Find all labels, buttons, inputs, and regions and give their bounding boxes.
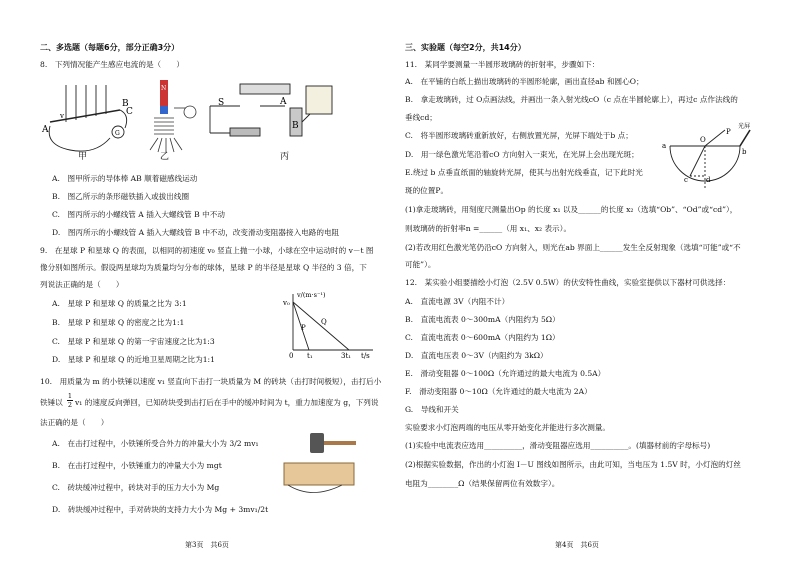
question-8-stem: 8. 下列情况能产生感应电流的是（ ） — [40, 60, 184, 69]
fig-screen-label: 光屏 — [738, 123, 751, 130]
figure-jia-conductor-rod — [40, 80, 140, 160]
q12-line-2: B. 直流电流表 0～300mA（内阻约为 5Ω） — [405, 315, 560, 324]
graph-Q: Q — [321, 318, 327, 326]
q12-line-5: E. 滑动变阻器 0～100Ω（允许通过的最大电流为 0.5A） — [405, 369, 606, 378]
q8-option-c: C. 图丙所示的小螺线管 A 插入大螺线管 B 中不动 — [52, 210, 225, 219]
q9-option-a: A. 星球 P 和星球 Q 的质量之比为 3:1 — [52, 299, 187, 308]
label-B: B — [122, 99, 129, 109]
fig-a: a — [662, 142, 667, 150]
hammer-brick-figure — [282, 425, 362, 505]
figure-yi-magnet-coil — [150, 78, 200, 153]
figure-bing-solenoid-circuit — [200, 78, 340, 153]
fig-d: d — [706, 176, 711, 184]
fig-c: c — [684, 176, 688, 184]
q12-line-0: 12. 某实验小组要描绘小灯泡（2.5V 0.5W）的伏安特性曲线，实验室提供以下器材可供选择： — [405, 278, 731, 287]
graph-P: P — [301, 324, 306, 332]
q11-line-4: C. 将半圆形玻璃砖重新放好，右侧放置光屏，光屏下端处于b 点； — [405, 131, 633, 140]
q11-line-8: (1)拿走玻璃砖，用刻度尺测量出Op 的长度 x₁ 以及______的长度 x₂（选填“Ob”、“Od”或“cd”）， — [405, 205, 738, 214]
q11-line-5: D. 用一绿色激光笔沿着cO 方向射入一束光，在光屏上会出现光斑； — [405, 150, 639, 159]
q9-option-b: B. 星球 P 和星球 Q 的密度之比为1:1 — [52, 318, 185, 327]
label-A: A — [42, 125, 49, 135]
q11-line-9: 则玻璃砖的折射率n =______（用 x₁、x₂ 表示）。 — [405, 224, 572, 233]
q9-option-d: D. 星球 P 和星球 Q 的近地卫星周期之比为1:1 — [52, 355, 215, 364]
q11-line-7: 斑的位置P。 — [405, 186, 449, 195]
q12-line-8: 实验要求小灯泡两端的电压从零开始变化并能进行多次测量。 — [405, 423, 611, 432]
q10-option-a: A. 在击打过程中，小铁锤所受合外力的冲量大小为 3/2 mv₁ — [52, 439, 259, 448]
q8-option-d: D. 图丙所示的小螺线管 A 插入大螺线管 B 中不动，改变滑动变阻器接入电路的电阻 — [52, 228, 340, 237]
q11-line-6: E.绕过 b 点垂直纸面的轴旋转光屏，使其与出射光线垂直，记下此时光 — [405, 168, 643, 177]
semicircle-glass-figure — [660, 123, 770, 200]
graph-t1: t₁ — [307, 352, 313, 360]
fig-O: O — [700, 136, 706, 144]
q12-line-9: (1)实验中电流表应选用__________，滑动变阻器应选用__________。(填器材前的字母标号) — [405, 441, 711, 450]
label-S: S — [218, 98, 225, 108]
q11-line-2: B. 拿走玻璃砖，过 O点画法线，并画出一条入射光线cO（c 点在半圆轮廓上），再过c 点作法线的 — [405, 95, 738, 104]
caption-jia: 甲 — [78, 152, 88, 162]
label-N: N — [161, 85, 167, 92]
q12-line-1: A. 直流电源 3V（内阻不计） — [405, 297, 510, 306]
q12-line-3: C. 直流电流表 0～600mA（内阻约为 1Ω） — [405, 333, 560, 342]
caption-bing: 丙 — [280, 152, 290, 162]
label-A-coil: A — [280, 97, 287, 107]
q12-line-4: D. 直流电压表 0～3V（内阻约为 3kΩ） — [405, 351, 548, 360]
q10-option-c: C. 砖块缓冲过程中，砖块对手的压力大小为 Mg — [52, 483, 220, 492]
question-9-stem-line2: 像分别如图所示。假设两星球均为质量均匀分布的球体，星球 P 的半径是星球 Q 半径的 3 倍，下 — [40, 263, 367, 272]
graph-3t1: 3t₁ — [341, 352, 352, 360]
label-C: C — [126, 107, 133, 117]
question-9-stem-line3: 列说法正确的是（ ） — [40, 280, 124, 289]
section-title-experiment: 三、实验题（每空2分，共14分） — [405, 43, 526, 52]
q10-option-b: B. 在击打过程中，小铁锤重力的冲量大小为 mgt — [52, 461, 222, 470]
question-10-stem-line2a: 铁锤以 — [40, 398, 63, 407]
q11-line-10: (2)若改用红色激光笔仍沿cO 方向射入，则光在ab 界面上______发生全反射现象（选填“可能”或“不 — [405, 243, 741, 252]
section-title-multiple-choice: 二、多选题（每题6分，部分正确3分） — [40, 43, 180, 52]
graph-v0: v₀ — [283, 299, 290, 307]
question-10-stem-line3: 法正确的是（ ） — [40, 418, 109, 427]
q12-line-10: (2)根据实验数据，作出的小灯泡 I－U 图线如图所示，由此可知，当电压为 1.5V 时，小灯泡的灯丝 — [405, 460, 741, 469]
q11-line-1: A. 在平铺的白纸上描出玻璃砖的半圆形轮廓，画出直径ab 和圆心O； — [405, 77, 644, 86]
fraction-numerator: 1 — [67, 392, 73, 400]
caption-yi: 乙 — [160, 152, 170, 162]
fig-b: b — [742, 148, 747, 156]
q9-option-c: C. 星球 P 和星球 Q 的第一宇宙速度之比为1:3 — [52, 337, 215, 346]
page-number-right: 第4页 共6页 — [555, 541, 599, 549]
q11-line-0: 11. 某同学要测量一半圆形玻璃砖的折射率，步骤如下： — [405, 60, 600, 69]
q11-line-11: 可能”）。 — [405, 260, 436, 269]
q12-line-7: G. 导线和开关 — [405, 405, 459, 414]
page-number-left: 第3页 共6页 — [185, 541, 229, 549]
graph-ylabel: v/(m·s⁻¹) — [297, 291, 326, 299]
question-9-stem-line1: 9. 在星球 P 和星球 Q 的表面，以相同的初速度 v₀ 竖直上抛一小球，小球在空中运动时的 v－t 图 — [40, 246, 374, 255]
q8-option-a: A. 图甲所示的导体棒 AB 顺着磁感线运动 — [52, 174, 198, 183]
label-G: G — [115, 130, 120, 137]
graph-origin: 0 — [289, 352, 294, 360]
graph-tlabel: t/s — [361, 352, 370, 360]
question-10-stem-line2b: v₁ 的速度反向弹回，已知砖块受到击打后在手中的缓冲时间为 t，重力加速度为 g，下列说 — [75, 398, 379, 407]
label-B-coil: B — [292, 121, 299, 131]
q8-option-b: B. 图乙所示的条形磁铁插入或拔出线圈 — [52, 192, 190, 201]
fraction-denominator: 2 — [67, 401, 73, 409]
q11-line-3: 垂线cd； — [405, 113, 437, 122]
label-v: v — [60, 112, 64, 120]
question-10-stem-line1: 10. 用质量为 m 的小铁锤以速度 v₁ 竖直向下击打一块质量为 M 的砖块（击打时间极短），击打后小 — [40, 377, 382, 386]
fig-P: P — [726, 128, 731, 136]
q12-line-11: 电阻为________Ω（结果保留两位有效数字）。 — [405, 479, 560, 488]
vt-graph — [283, 290, 383, 360]
q12-line-6: F. 滑动变阻器 0～10Ω（允许通过的最大电流为 2A） — [405, 387, 592, 396]
q10-option-d: D. 砖块缓冲过程中，手对砖块的支持力大小为 Mg + 3mv₁/2t — [52, 505, 269, 514]
